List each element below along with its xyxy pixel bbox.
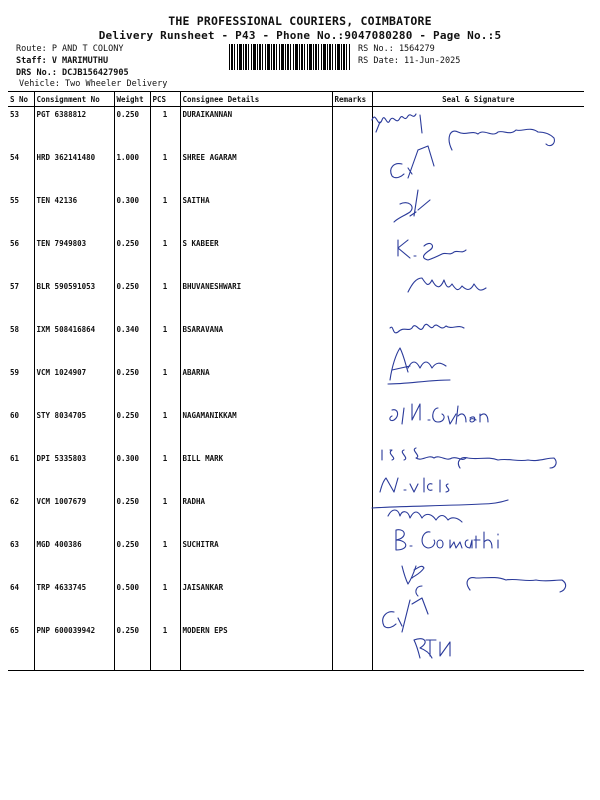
table-row <box>8 451 584 494</box>
sno-cell: 55 <box>8 193 34 236</box>
vehicle-label: Vehicle: Two Wheeler Delivery <box>19 79 168 89</box>
signature-cell <box>372 494 584 537</box>
pcs-cell: 1 <box>150 580 180 623</box>
remarks-cell <box>332 623 372 666</box>
signature-cell <box>372 623 584 666</box>
col-header-consignee: Consignee Details <box>180 92 332 107</box>
sno-cell: 59 <box>8 365 34 408</box>
remarks-cell <box>332 537 372 580</box>
consignment-cell: MGD 400386 <box>34 537 114 580</box>
pcs-cell: 1 <box>150 537 180 580</box>
remarks-cell <box>332 408 372 451</box>
barcode-image <box>229 44 351 70</box>
consignee-cell: DURAIKANNAN <box>180 107 332 151</box>
consignment-cell: BLR 590591053 <box>34 279 114 322</box>
weight-cell: 0.250 <box>114 537 150 580</box>
pcs-cell: 1 <box>150 107 180 151</box>
weight-cell: 0.250 <box>114 279 150 322</box>
runsheet-table <box>8 91 584 671</box>
col-header-remarks: Remarks <box>332 92 372 107</box>
weight-cell: 0.300 <box>114 451 150 494</box>
pcs-cell: 1 <box>150 150 180 193</box>
consignee-cell: JAISANKAR <box>180 580 332 623</box>
sno-cell: 65 <box>8 623 34 666</box>
staff-label: Staff: V MARIMUTHU <box>16 56 109 66</box>
consignment-cell: HRD 362141480 <box>34 150 114 193</box>
weight-cell: 1.000 <box>114 150 150 193</box>
signature-cell <box>372 236 584 279</box>
pcs-cell: 1 <box>150 451 180 494</box>
consignment-cell: VCM 1007679 <box>34 494 114 537</box>
sno-cell: 64 <box>8 580 34 623</box>
table-header-row <box>8 92 584 107</box>
table-row <box>8 623 584 666</box>
route-label: Route: P AND T COLONY <box>16 44 124 54</box>
consignee-cell: MODERN EPS <box>180 623 332 666</box>
consignment-cell: TEN 7949803 <box>34 236 114 279</box>
consignment-cell: TRP 4633745 <box>34 580 114 623</box>
pcs-cell: 1 <box>150 279 180 322</box>
weight-cell: 0.340 <box>114 322 150 365</box>
sno-cell: 63 <box>8 537 34 580</box>
consignee-cell: ABARNA <box>180 365 332 408</box>
pcs-cell: 1 <box>150 193 180 236</box>
consignee-cell: SAITHA <box>180 193 332 236</box>
runsheet-subtitle: Delivery Runsheet - P43 - Phone No.:9047080280 - Page No.:5 <box>98 29 502 42</box>
consignee-cell: RADHA <box>180 494 332 537</box>
sno-cell: 56 <box>8 236 34 279</box>
consignee-cell: SUCHITRA <box>180 537 332 580</box>
consignee-cell: BSARAVANA <box>180 322 332 365</box>
table-row <box>8 193 584 236</box>
sno-cell: 62 <box>8 494 34 537</box>
signature-cell <box>372 537 584 580</box>
pcs-cell: 1 <box>150 236 180 279</box>
consignment-cell: STY 8034705 <box>34 408 114 451</box>
remarks-cell <box>332 365 372 408</box>
consignment-cell: DPI 5335803 <box>34 451 114 494</box>
weight-cell: 0.500 <box>114 580 150 623</box>
table-row <box>8 408 584 451</box>
table-row <box>8 494 584 537</box>
pcs-cell: 1 <box>150 365 180 408</box>
remarks-cell <box>332 193 372 236</box>
consignment-cell: PNP 600039942 <box>34 623 114 666</box>
consignee-cell: NAGAMANIKKAM <box>180 408 332 451</box>
remarks-cell <box>332 107 372 151</box>
table-row <box>8 279 584 322</box>
sno-cell: 58 <box>8 322 34 365</box>
rs-date: RS Date: 11-Jun-2025 <box>358 56 461 66</box>
pcs-cell: 1 <box>150 408 180 451</box>
col-header-signature: Seal & Signature <box>372 92 584 107</box>
table-row <box>8 322 584 365</box>
pcs-cell: 1 <box>150 322 180 365</box>
consignment-cell: VCM 1024907 <box>34 365 114 408</box>
weight-cell: 0.250 <box>114 365 150 408</box>
consignee-cell: S KABEER <box>180 236 332 279</box>
signature-cell <box>372 408 584 451</box>
table-row <box>8 537 584 580</box>
table-row <box>8 107 584 151</box>
consignee-cell: SHREE AGARAM <box>180 150 332 193</box>
weight-cell: 0.250 <box>114 494 150 537</box>
signature-cell <box>372 365 584 408</box>
remarks-cell <box>332 494 372 537</box>
consignment-cell: IXM 508416864 <box>34 322 114 365</box>
pcs-cell: 1 <box>150 623 180 666</box>
drs-label: DRS No.: DCJB156427905 <box>16 68 129 78</box>
sno-cell: 57 <box>8 279 34 322</box>
weight-cell: 0.250 <box>114 107 150 151</box>
remarks-cell <box>332 236 372 279</box>
signature-cell <box>372 193 584 236</box>
table-row <box>8 580 584 623</box>
remarks-cell <box>332 322 372 365</box>
signature-cell <box>372 580 584 623</box>
table-row <box>8 236 584 279</box>
remarks-cell <box>332 279 372 322</box>
col-header-pcs: PCS <box>150 92 180 107</box>
consignment-cell: TEN 42136 <box>34 193 114 236</box>
table-end-row <box>8 666 584 671</box>
consignee-cell: BHUVANESHWARI <box>180 279 332 322</box>
consignee-cell: BILL MARK <box>180 451 332 494</box>
signature-cell <box>372 322 584 365</box>
rs-number: RS No.: 1564279 <box>358 44 435 54</box>
signature-cell <box>372 150 584 193</box>
remarks-cell <box>332 451 372 494</box>
col-header-consignment: Consignment No <box>34 92 114 107</box>
consignment-cell: PGT 6388812 <box>34 107 114 151</box>
signature-cell <box>372 279 584 322</box>
sno-cell: 53 <box>8 107 34 151</box>
weight-cell: 0.300 <box>114 193 150 236</box>
col-header-weight: Weight <box>114 92 150 107</box>
table-row <box>8 365 584 408</box>
table-row <box>8 150 584 193</box>
signature-cell <box>372 451 584 494</box>
weight-cell: 0.250 <box>114 236 150 279</box>
weight-cell: 0.250 <box>114 623 150 666</box>
remarks-cell <box>332 580 372 623</box>
signature-cell <box>372 107 584 151</box>
company-title: THE PROFESSIONAL COURIERS, COIMBATORE <box>168 14 432 28</box>
col-header-sno: S No <box>8 92 34 107</box>
pcs-cell: 1 <box>150 494 180 537</box>
remarks-cell <box>332 150 372 193</box>
sno-cell: 61 <box>8 451 34 494</box>
weight-cell: 0.250 <box>114 408 150 451</box>
sno-cell: 60 <box>8 408 34 451</box>
sno-cell: 54 <box>8 150 34 193</box>
